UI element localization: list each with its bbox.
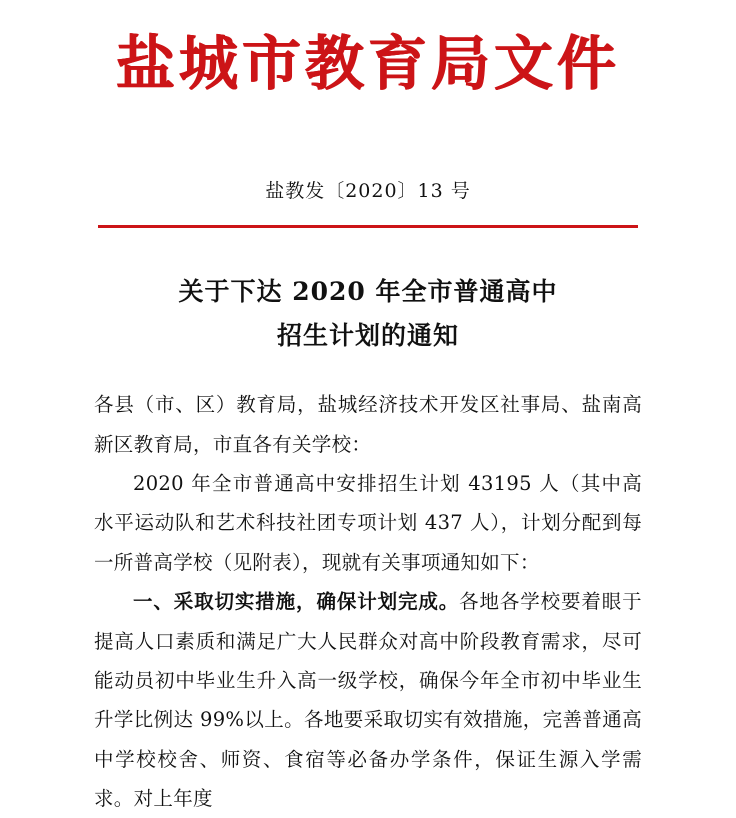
subject-line-2: 招生计划的通知 [276,320,459,350]
page-title: 盐城市教育局文件 [115,29,620,98]
document-subject [0,270,736,358]
document-number: 盐教发〔2020〕13 号 [265,179,471,202]
item-one-text: 各地各学校要着眼于提高人口素质和满足广大人民群众对高中阶段教育需求，尽可能动员初中毕业生升入高一级学校，确保今年全市初中毕业生升学比例达 99%以上。各地要采取切实有效措施，完善普通高中学校校舍、师资、食宿等必备办学条件，保证生源入学需求。对上年度 [94,590,642,811]
document-header [0,0,736,98]
document-body [94,385,642,818]
item-one-heading: 一、采取切实措施，确保计划完成。 [133,590,460,614]
subject-line-1: 关于下达 2020 年全市普通高中 [178,276,558,306]
red-divider-rule [98,225,638,228]
paragraph-item-one [94,582,642,818]
paragraph-addressee: 各县（市、区）教育局，盐城经济技术开发区社事局、盐南高新区教育局，市直各有关学校： [94,393,642,456]
paragraph-plan-overview: 2020 年全市普通高中安排招生计划 43195 人（其中高水平运动队和艺术科技社团专项计划 437 人），计划分配到每一所普高学校（见附表），现就有关事项通知如下： [94,472,642,574]
